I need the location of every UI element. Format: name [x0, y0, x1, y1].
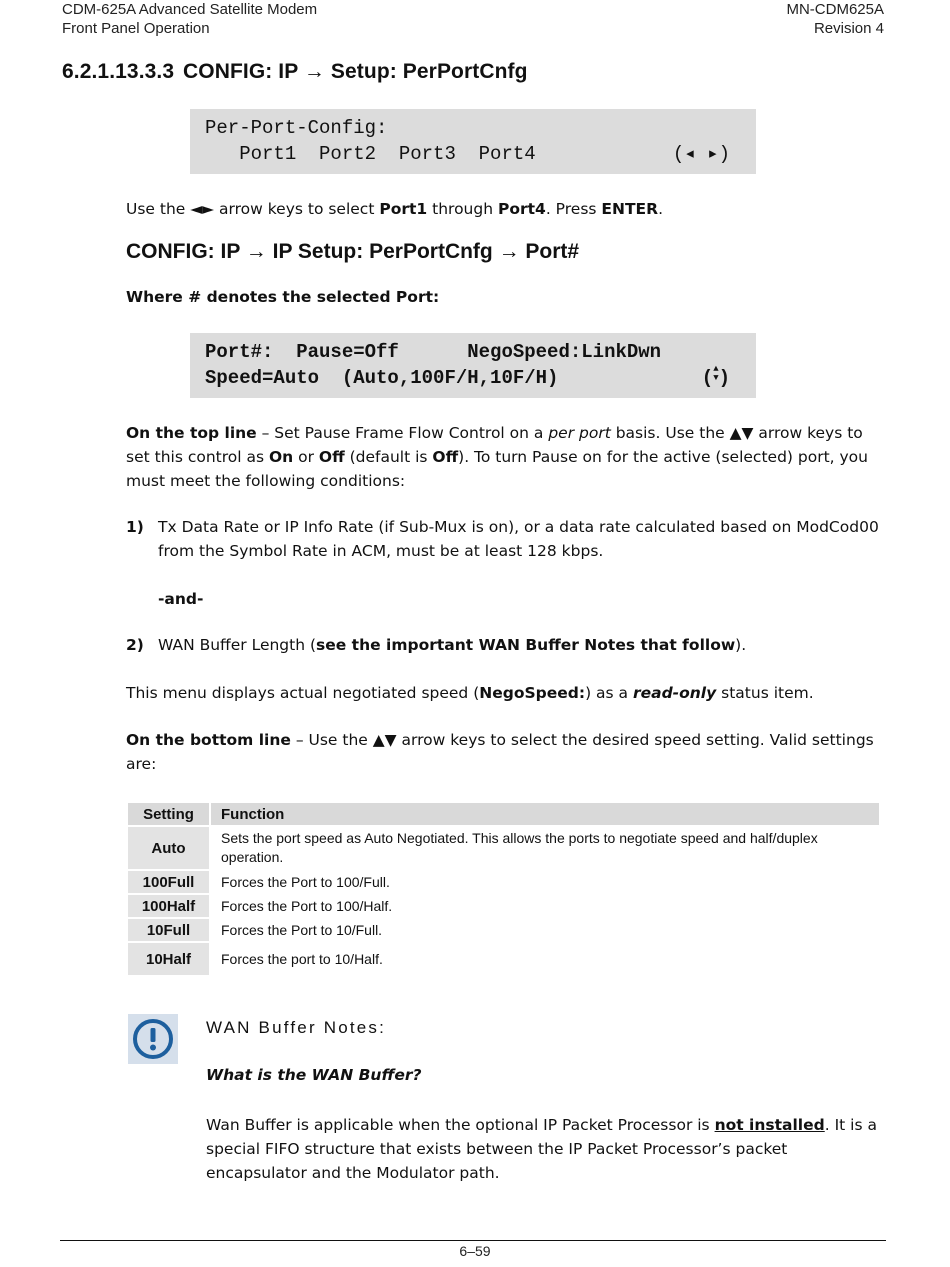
lcd-line-2: Speed=Auto (Auto,100F/H,10F/H) [205, 367, 559, 389]
lcd-display-port-settings [190, 333, 756, 398]
column-header-function: Function [211, 803, 879, 825]
bottom-line-description [126, 728, 886, 776]
running-header-right [786, 0, 884, 38]
section-number: 6.2.1.13.3.3 [62, 60, 175, 83]
text-run: status item. [716, 684, 814, 702]
table-row [128, 871, 879, 893]
condition-1: Tx Data Rate or IP Info Rate (if Sub-Mux is on), or a data rate calculated based on ModCod00 from the Symbol Rate in ACM, must be at least 128 kbps. [158, 518, 879, 560]
text-bold: Port4 [497, 200, 546, 218]
setting-cell: 100Full [128, 871, 209, 893]
function-cell: Forces the Port to 100/Half. [221, 898, 393, 914]
text-run: WAN Buffer Length ( [158, 636, 317, 654]
column-header-setting: Setting [128, 803, 209, 825]
text-bold: On the top line [126, 424, 257, 442]
function-cell: Sets the port speed as Auto Negotiated. This allows the ports to negotiate speed and half/duplex operation. [221, 830, 818, 865]
condition-2 [158, 633, 888, 657]
text-run: – Set Pause Frame Flow Control on a [256, 424, 549, 442]
footer-rule [60, 1240, 886, 1241]
section-heading [62, 60, 528, 84]
text-run: – Use the ▲▼ arrow keys to select the desired speed setting. Valid settings are: [126, 731, 874, 773]
text-run: This menu displays actual negotiated speed ( [126, 684, 480, 702]
text-run: basis. Use the ▲▼ arrow keys to set this control as [126, 424, 863, 466]
lcd-line-1: Per-Port-Config: [205, 117, 388, 139]
text-bold: Port1 [379, 200, 428, 218]
text-run: Use the ◄► arrow keys to select [126, 200, 380, 218]
revision: Revision 4 [813, 20, 884, 37]
speed-settings-table [126, 801, 881, 977]
where-note: Where # denotes the selected Port: [126, 288, 440, 306]
text-run: ) as a [585, 684, 633, 702]
text-run: (default is [344, 448, 433, 466]
running-header-left [62, 0, 317, 38]
text-italic: per port [548, 424, 611, 442]
lcd-line-1: Port#: Pause=Off NegoSpeed:LinkDwn [205, 341, 662, 363]
text-run: Wan Buffer is applicable when the optional IP Packet Processor is [206, 1116, 715, 1134]
note-body [206, 1113, 886, 1185]
down-arrow-icon: ▼ [713, 373, 719, 383]
setting-cell: 100Half [128, 895, 209, 917]
text-bold-underline: not installed [714, 1116, 825, 1134]
text-run: ). [735, 636, 747, 654]
text-run: or [293, 448, 319, 466]
setting-cell: 10Full [128, 919, 209, 941]
up-arrow-icon: ▲ [713, 364, 719, 374]
text-run: . Press [545, 200, 602, 218]
text-bold: Off [432, 448, 459, 466]
text-run: through [427, 200, 498, 218]
left-right-arrows-icon: (◂ ▸) [672, 143, 730, 165]
nego-speed-description [126, 681, 886, 705]
setting-cell: Auto [128, 827, 209, 869]
condition-number: 2) [126, 636, 144, 654]
function-cell: Forces the port to 10/Half. [221, 951, 383, 967]
text-run: ). To turn Pause on for the active (selected) port, you must meet the following conditions: [126, 448, 868, 490]
table-row [128, 895, 879, 917]
text-bold: NegoSpeed: [479, 684, 586, 702]
text-bold: On the bottom line [126, 731, 291, 749]
manual-number: MN-CDM625A [786, 1, 884, 18]
lcd-line-2: Port1 Port2 Port3 Port4 [205, 143, 536, 165]
and-connector: -and- [158, 590, 204, 608]
top-line-description [126, 421, 886, 493]
note-question: What is the WAN Buffer? [206, 1066, 422, 1084]
table-row [128, 919, 879, 941]
table-row [128, 827, 879, 869]
text-bold: see the important WAN Buffer Notes that follow [316, 636, 736, 654]
function-cell: Forces the Port to 10/Full. [221, 922, 383, 938]
subheading: CONFIG: IP → IP Setup: PerPortCnfg → Port# [126, 240, 580, 263]
lcd-display-per-port-config [190, 109, 756, 174]
text-bold: Off [318, 448, 345, 466]
select-port-instruction [126, 197, 886, 221]
exclamation-circle-icon [128, 1014, 178, 1064]
paren: ) [718, 367, 730, 389]
function-cell: Forces the Port to 100/Full. [221, 874, 390, 890]
text-bold-italic: read-only [632, 684, 717, 702]
note-title: WAN Buffer Notes: [206, 1018, 387, 1037]
text-bold: ENTER [601, 200, 659, 218]
text-run: . [658, 200, 664, 218]
section-title: CONFIG: IP → Setup: PerPortCnfg [183, 60, 528, 83]
paren: ( [701, 367, 714, 389]
condition-number: 1) [126, 518, 144, 536]
up-down-arrows [702, 365, 730, 391]
table-row [128, 943, 879, 975]
setting-cell: 10Half [128, 943, 209, 975]
table-header-row [128, 803, 879, 825]
text-run: . It is a special FIFO structure that exists between the IP Packet Processor’s packet encapsulator and the Modulator path. [206, 1116, 877, 1182]
text-bold: On [268, 448, 294, 466]
chapter-title: Front Panel Operation [62, 20, 210, 37]
page-number: 6–59 [459, 1243, 491, 1259]
document-title: CDM-625A Advanced Satellite Modem [62, 1, 318, 18]
